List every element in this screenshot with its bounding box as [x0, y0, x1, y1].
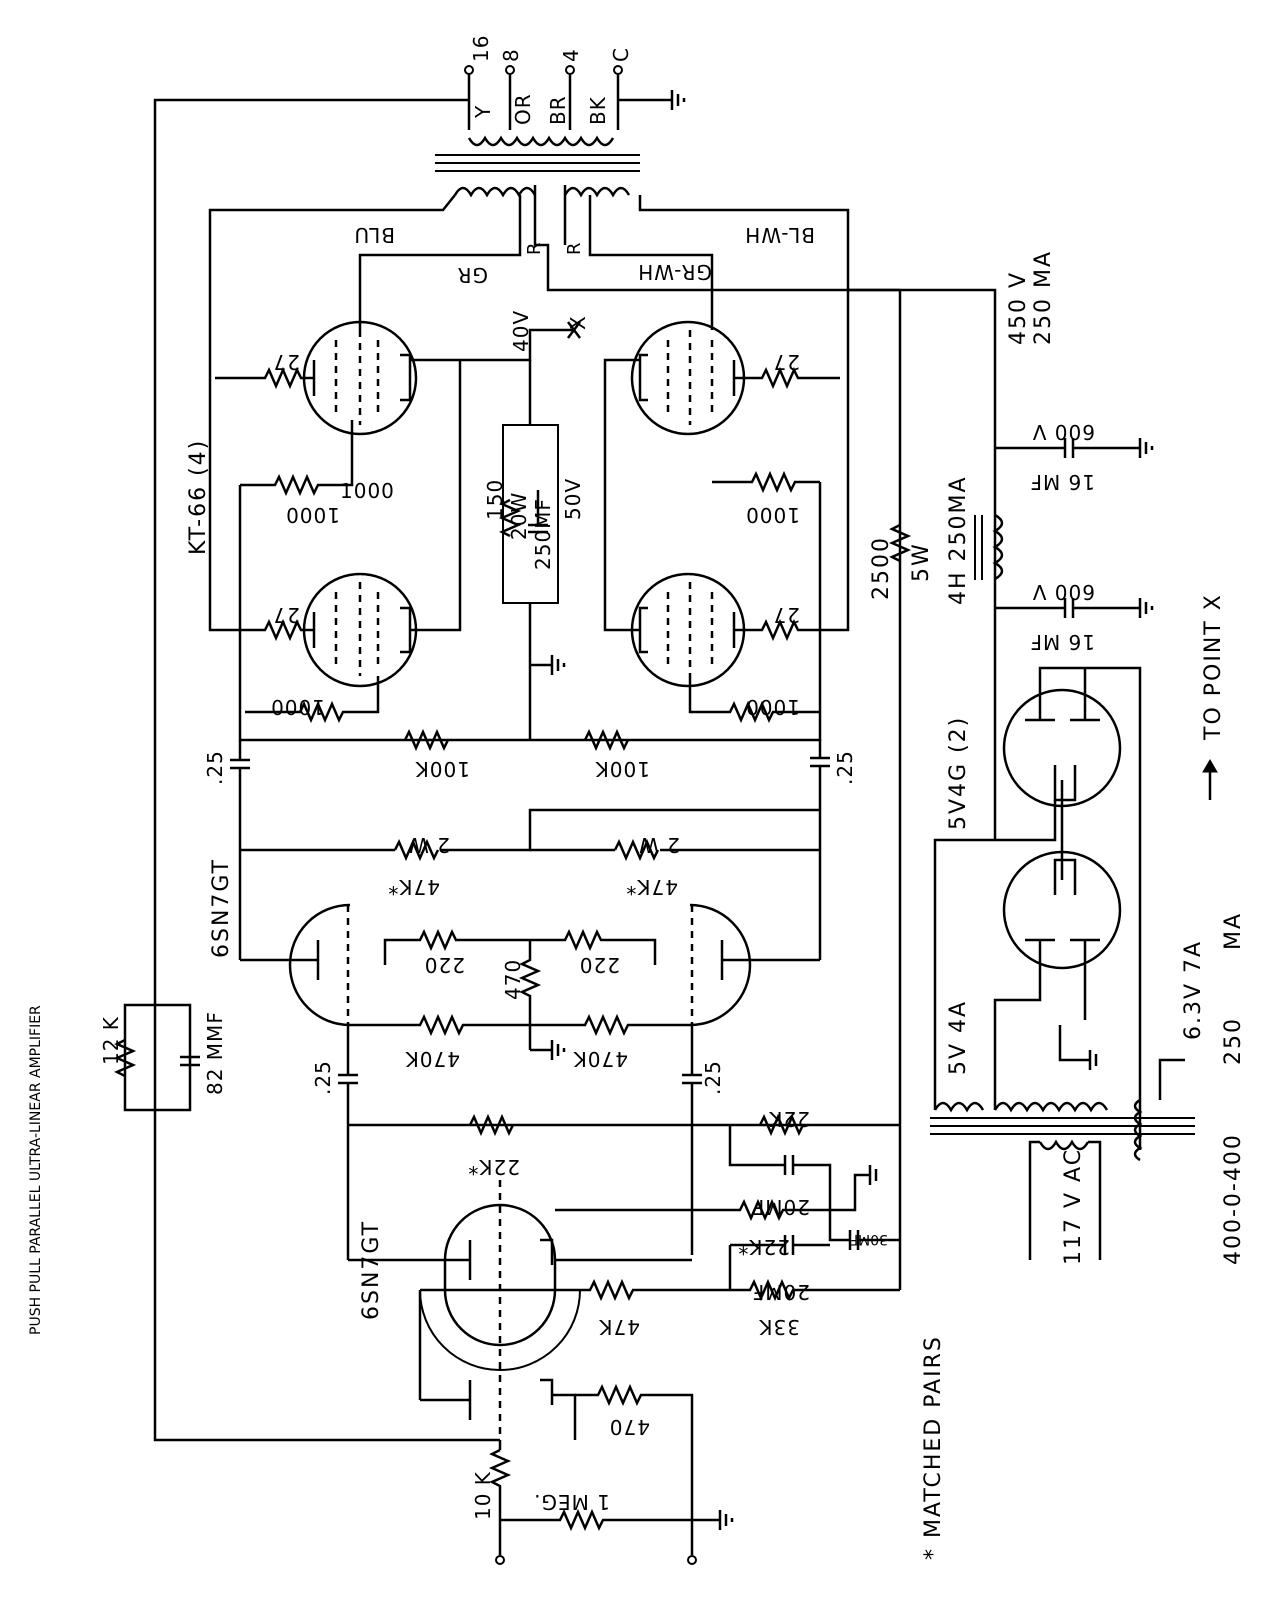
kt66-tube-1: [304, 322, 416, 434]
c600v-b-label: 600 V: [1031, 580, 1095, 604]
c25-d-label: .25: [701, 1060, 725, 1095]
wire-or-label: OR: [511, 93, 535, 125]
r27-b-label: 27: [272, 603, 300, 627]
mains-label: 117 V AC: [1061, 1147, 1086, 1265]
r470-bal-label: 470: [501, 958, 525, 1000]
c20mf-a-label: 20MF: [751, 1195, 810, 1219]
r100k-a-label: 100K: [414, 757, 470, 781]
r470k-b-label: 470K: [572, 1047, 628, 1071]
rect-heater-label: 5V 4A: [946, 999, 971, 1075]
tap-4-terminal: [566, 66, 574, 74]
kt66-tube-4: [632, 574, 744, 686]
c25-a-label: .25: [203, 750, 227, 785]
ht-current-label: 250: [1221, 1017, 1246, 1065]
grid-resistor-100k-a: [405, 732, 448, 748]
wire-r1-label: R: [524, 242, 545, 255]
r2w-a-label: 2 W: [408, 833, 450, 857]
r22k-c-label: 22K*: [737, 1235, 790, 1259]
ht-secondary-label: 400-0-400: [1221, 1133, 1246, 1265]
wire-y-label: Y: [471, 104, 495, 118]
r2500-label: 2500: [869, 536, 894, 600]
c25-c-label: .25: [311, 1060, 335, 1095]
bplus-current-label: 250 MA: [1031, 249, 1056, 345]
r100k-b-label: 100K: [594, 757, 650, 781]
screen-resistor-1000-a: [240, 420, 352, 493]
r2500-watt-label: 5W: [909, 542, 934, 582]
point-x-label: X: [566, 315, 590, 330]
r33k-label: 33K: [758, 1315, 800, 1339]
tap-c-terminal: [614, 66, 622, 74]
r22k-a-label: 22K*: [467, 1155, 520, 1179]
r22k-b-label: 22K: [768, 1107, 810, 1131]
c30mf-label: 30MF: [850, 1231, 888, 1247]
c16mf-a-label: 16 MF: [1029, 470, 1095, 494]
rect-heater-winding: [935, 1103, 983, 1110]
r1000-d-label: 1000: [745, 503, 800, 527]
c82mmf-label: 82 MMF: [203, 1011, 227, 1095]
c600v-a-label: 600 V: [1031, 420, 1095, 444]
to-point-x-label: TO POINT X: [1201, 593, 1226, 740]
matched-pairs-note: * MATCHED PAIRS: [921, 1335, 946, 1560]
r470-in-label: 470: [608, 1415, 650, 1439]
primary-winding-a: [455, 188, 535, 195]
kt66-tube-3: [632, 322, 744, 434]
r150-label: 150: [483, 478, 507, 520]
c250-label: 250MF: [531, 498, 555, 570]
r47k-b-label: 47K*: [625, 875, 678, 899]
c16mf-b-label: 16 MF: [1029, 630, 1095, 654]
r470k-a-label: 470K: [404, 1047, 460, 1071]
c250-voltage-label: 50V: [561, 477, 585, 520]
r1meg-label: 1 MEG.: [533, 1490, 610, 1514]
grid-resistors-470k: [348, 1017, 692, 1033]
r1000-a-label: 1000: [285, 503, 340, 527]
screen-voltage-label: 40V: [509, 309, 533, 352]
r10k-label: 10 K: [471, 1471, 495, 1520]
cathode-resistors-220: [395, 932, 645, 948]
kt66-tube-2: [304, 574, 416, 686]
wire-grwh-label: GR-WH: [637, 260, 712, 284]
tap-16-label: 16: [469, 34, 493, 62]
choke-label: 4H 250MA: [946, 475, 971, 605]
r27-a-label: 27: [272, 350, 300, 374]
r150-watt-label: 20W: [507, 491, 531, 540]
plate-resistor-47k-in: [420, 1282, 730, 1298]
wire-gr-label: GR: [456, 263, 488, 287]
driver-tube-label: 6SN7GT: [209, 857, 234, 958]
cathode-resistor-470: [575, 1387, 692, 1555]
r27-d-label: 27: [772, 603, 800, 627]
r1000-e-label: 1000: [745, 695, 800, 719]
ht-current-unit-label: MA: [1221, 911, 1246, 950]
wire-blu-label: BLU: [353, 223, 395, 247]
c25-b-label: .25: [833, 750, 857, 785]
wire-r2-label: R: [564, 242, 585, 255]
tap-8-terminal: [506, 66, 514, 74]
r1000-b-label: 1000: [340, 479, 395, 503]
r12k-label: 12 K: [99, 1016, 123, 1065]
grid-resistor-100k-b: [585, 732, 628, 748]
schematic-title: PUSH PULL PARALLEL ULTRA-LINEAR AMPLIFIER: [28, 1005, 44, 1335]
heater-label: 6.3V 7A: [1181, 939, 1206, 1040]
primary-winding-b: [565, 188, 629, 195]
ht-winding: [995, 1103, 1107, 1110]
wire-br-label: BR: [546, 95, 570, 125]
tap-8-label: 8: [499, 48, 523, 62]
r220-a-label: 220: [423, 953, 465, 977]
output-transformer: [435, 66, 684, 195]
wire-bk-label: BK: [586, 96, 610, 125]
bplus-voltage-label: 450 V: [1006, 270, 1031, 345]
input-tube-label: 6SN7GT: [359, 1219, 384, 1320]
secondary-winding: [469, 138, 613, 145]
plate-resistor-22k-a: [470, 1117, 513, 1133]
r47k-in-label: 47K: [598, 1315, 640, 1339]
r47k-a-label: 47K*: [387, 875, 440, 899]
wire-blwh-label: BL-WH: [744, 223, 815, 247]
output-tube-label: KT-66 (4): [186, 438, 211, 555]
tap-16-terminal: [465, 66, 473, 74]
tap-4-label: 4: [559, 48, 583, 62]
c20mf-b-label: 20MF: [751, 1280, 810, 1304]
input-terminal-hot: [496, 1556, 504, 1564]
tap-c-label: C: [609, 47, 633, 62]
r2w-b-label: 2 W: [638, 833, 680, 857]
rectifier-label: 5V4G (2): [946, 715, 971, 830]
screen-resistor-1000-c: [712, 474, 820, 490]
r27-c-label: 27: [772, 350, 800, 374]
r220-b-label: 220: [578, 953, 620, 977]
r1000-c-label: 1000: [270, 695, 325, 719]
input-terminal-ground: [688, 1556, 696, 1564]
